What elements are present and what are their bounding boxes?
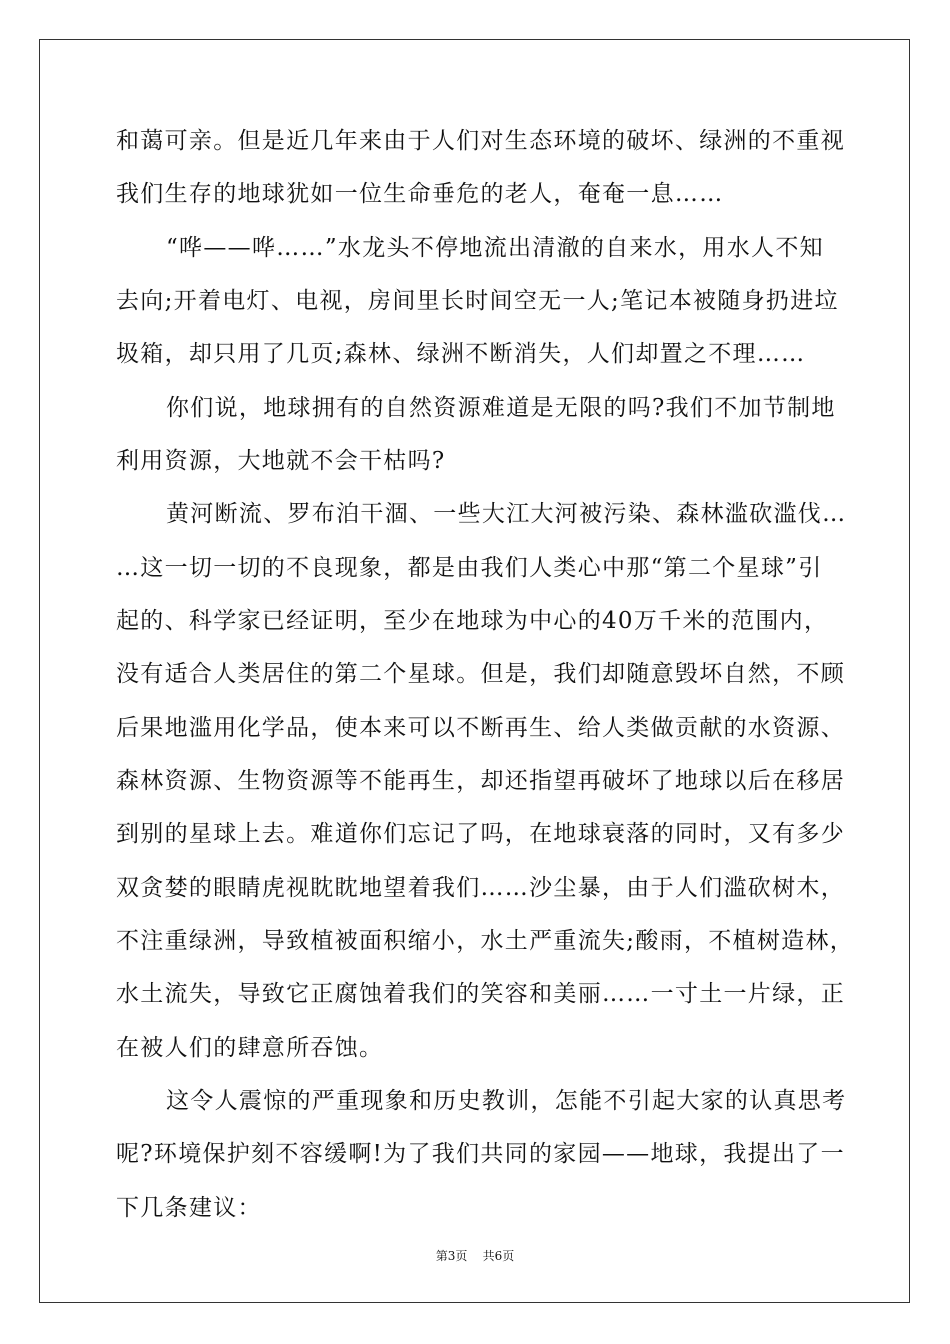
page-total: 共6页 [482,1249,515,1263]
text-line: 圾箱，却只用了几页;森林、绿洲不断消失，人们却置之不理…… [116,341,806,367]
text-line: 在被人们的肆意所吞蚀。 [116,1035,384,1061]
text-line: 利用资源，大地就不会干枯吗? [116,448,446,474]
text-line: 你们说，地球拥有的自然资源难道是无限的吗?我们不加节制地 [166,395,836,421]
text-line: 和蔼可亲。但是近几年来由于人们对生态环境的破坏、绿洲的不重视 [116,128,845,154]
text-line: 呢?环境保护刻不容缓啊!为了我们共同的家园——地球，我提出了一 [116,1141,845,1167]
text-line: 黄河断流、罗布泊干涸、一些大江大河被污染、森林滥砍滥伐… [166,501,847,527]
text-line: 我们生存的地球犹如一位生命垂危的老人，奄奄一息…… [116,181,724,207]
text-line: 去向;开着电灯、电视，房间里长时间空无一人;笔记本被随身扔进垃 [116,288,839,314]
text-line: “哗——哗……”水龙头不停地流出清澈的自来水，用水人不知 [166,235,824,261]
page-number: 第3页 [435,1249,468,1263]
page-footer [0,1247,950,1264]
text-line: 森林资源、生物资源等不能再生，却还指望再破坏了地球以后在移居 [116,768,845,794]
text-line: 后果地滥用化学品，使本来可以不断再生、给人类做贡献的水资源、 [116,715,845,741]
text-line: 水土流失，导致它正腐蚀着我们的笑容和美丽……一寸土一片绿，正 [116,981,845,1007]
text-line: 下几条建议： [116,1195,262,1221]
text-line: 这令人震惊的严重现象和历史教训，怎能不引起大家的认真思考 [166,1088,847,1114]
text-line: …这一切一切的不良现象，都是由我们人类心中那“第二个星球”引 [116,555,823,581]
text-line: 到别的星球上去。难道你们忘记了吗，在地球衰落的同时，又有多少 [116,821,845,847]
text-line: 没有适合人类居住的第二个星球。但是，我们却随意毁坏自然，不顾 [116,661,845,687]
text-line: 双贪婪的眼睛虎视眈眈地望着我们……沙尘暴，由于人们滥砍树木， [116,875,845,901]
text-line: 起的、科学家已经证明，至少在地球为中心的40万千米的范围内， [116,608,829,634]
text-line: 不注重绿洲，导致植被面积缩小，水土严重流失;酸雨，不植树造林， [116,928,855,954]
